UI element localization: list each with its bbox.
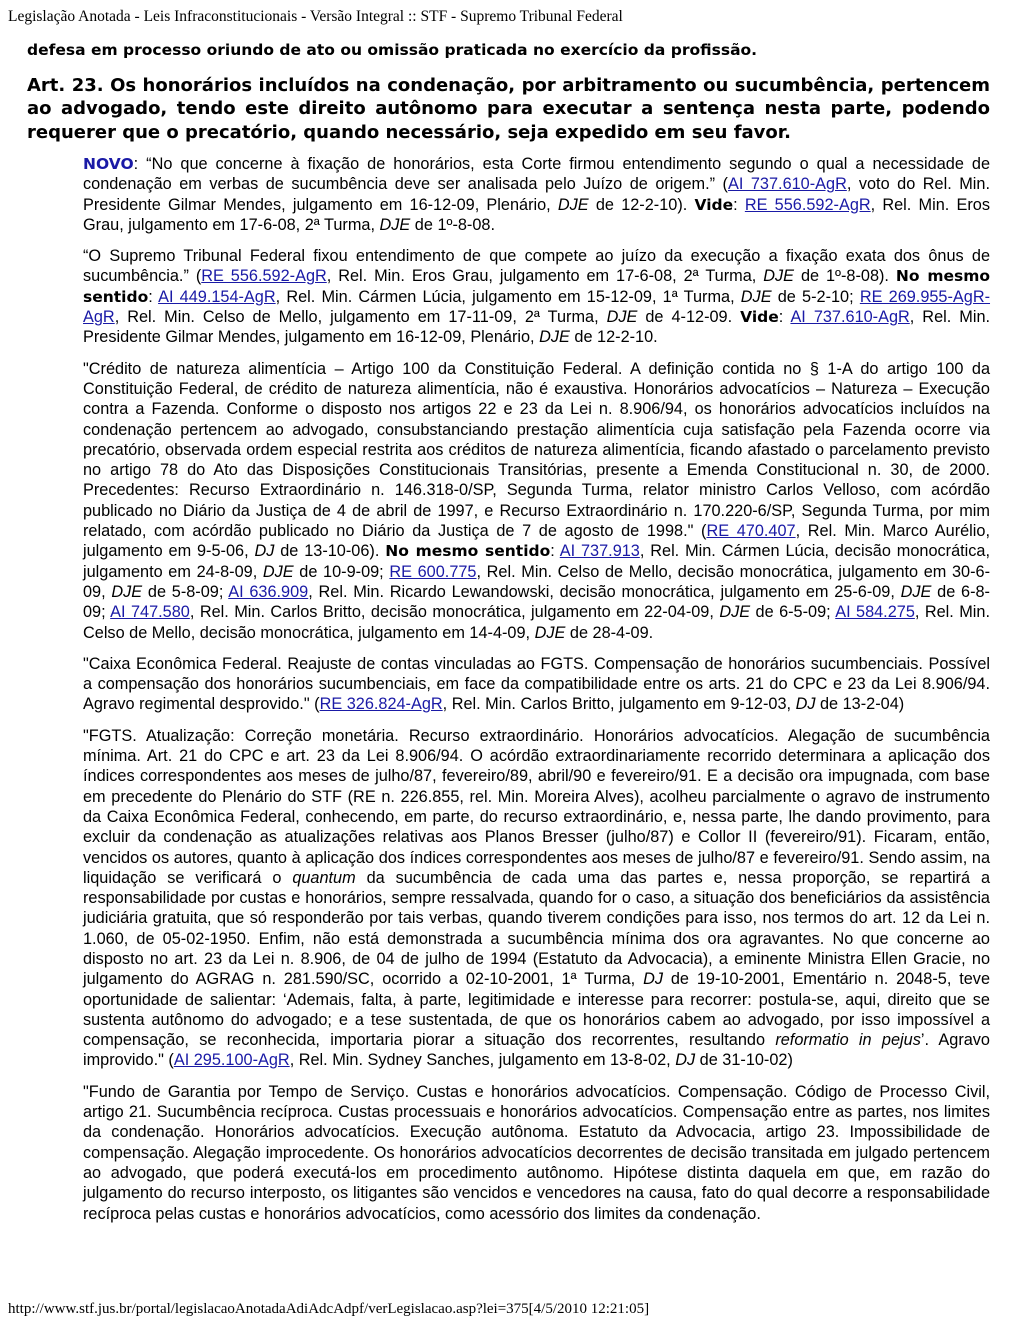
article-23-label: Art. 23. [27, 75, 104, 96]
article-23-text: Os honorários incluídos na condenação, por arbitramento ou sucumbência, pertencem ao advogado, tendo este direito autônomo para executar a sentença nesta parte, podendo requerer que o precatório, quando necessário, seja expedido em seu favor. [27, 75, 990, 143]
case-link[interactable]: AI 449.154-AgR [158, 287, 276, 306]
note-3: "Crédito de natureza alimentícia – Artigo 100 da Constituição Federal. A definição contida no § 1-A do artigo 100 da Constituição Federal, de crédito de natureza alimentícia, não é exaustiva. Honorários advocatícios – Natureza – Execução contra a Fazenda. Conforme o disposto nos artigos 22 e 23 da Lei n. 8.906/94, os honorários advocatícios incluídos na condenação pertencem ao advogado, consubstanciando prestação alimentícia cuja satisfação pela Fazenda ocorre via precatório, observada ordem especial restrita aos créditos de natureza alimentícia, ficando afastado o parcelamento previsto no artigo 78 do Ato das Disposições Constitucionais Transitórias, presente a Emenda Constitucional n. 30, de 2000. Precedentes: Recurso Extraordinário n. 146.318-0/SP, Segunda Turma, relator ministro Carlos Velloso, com acórdão publicado no Diário da Justiça de 4 de abril de 1997, e Recurso Extraordinário n. 170.220-6/SP, Segunda Turma, por mim relatado, com acórdão publicado no Diário da Justiça de 7 de agosto de 1998." (RE 470.407, Rel. Min. Marco Aurélio, julgamento em 9-5-06, DJ de 13-10-06). No mesmo sentido: AI 737.913, Rel. Min. Cármen Lúcia, decisão monocrática, julgamento em 24-8-09, DJE de 10-9-09; RE 600.775, Rel. Min. Celso de Mello, decisão monocrática, julgamento em 30-6-09, DJE de 5-8-09; AI 636.909, Rel. Min. Ricardo Lewandowski, decisão monocrática, julgamento em 25-6-09, DJE de 6-8-09; AI 747.580, Rel. Min. Carlos Britto, decisão monocrática, julgamento em 22-04-09, DJE de 6-5-09; AI 584.275, Rel. Min. Celso de Mello, decisão monocrática, julgamento em 14-4-09, DJE de 28-4-09. [83, 359, 991, 642]
article-23 [27, 74, 990, 144]
case-link[interactable]: AI 737.610-AgR [727, 175, 847, 194]
vide-label: Vide [694, 195, 734, 214]
case-link[interactable]: RE 326.824-AgR [319, 695, 443, 714]
case-link[interactable]: AI 747.580 [110, 603, 190, 622]
case-link[interactable]: AI 636.909 [228, 582, 309, 601]
page-footer-url: http://www.stf.jus.br/portal/legislacaoAnotadaAdiAdcAdpf/verLegislacao.asp?lei=375[4/5/2010 12:21:05] [8, 1301, 650, 1317]
case-link[interactable]: RE 600.775 [389, 562, 477, 581]
note-6: "Fundo de Garantia por Tempo de Serviço. Custas e honorários advocatícios. Compensação. Código de Processo Civil, artigo 21. Sucumbência recíproca. Custas processuais e honorários advocatícios. Compensação entre as partes, nos limites da condenação. Honorários advocatícios. Execução autônoma. Estatuto da Advocacia, artigo 23. Impossibilidade de compensação. Alegação improcedente. Os honorários advocatícios decorrentes de decisão transitada em julgado pertencem ao advogado, que poderá executá-los em procedimento autônomo. Hipótese distinta daquela em que, em razão do julgamento do recurso interposto, os litigantes são vencidos e vencedores na causa, fato do qual decorre a responsabilidade recíproca pelas custas e honorários advocatícios, como acessório dos limites da condenação. [83, 1082, 990, 1223]
note-4: "Caixa Econômica Federal. Reajuste de contas vinculadas ao FGTS. Compensação de honorários sucumbenciais. Possível a compensação dos honorários sucumbenciais, em face da compatibilidade entre os arts. 21 do CPC e 23 da Lei 8.906/94. Agravo regimental desprovido." (RE 326.824-AgR, Rel. Min. Carlos Britto, julgamento em 9-12-03, DJ de 13-2-04) [83, 654, 990, 714]
case-link[interactable]: AI 295.100-AgR [173, 1051, 290, 1070]
case-link[interactable]: RE 556.592-AgR [201, 267, 327, 286]
no-mesmo-sentido-label: No mesmo sentido [83, 267, 991, 306]
page-header: Legislação Anotada - Leis Infraconstitucionais - Versão Integral :: STF - Supremo Tribunal Federal [8, 8, 623, 25]
case-link[interactable]: AI 584.275 [835, 603, 915, 622]
note-2: “O Supremo Tribunal Federal fixou entendimento de que compete ao juízo da execução a fixação exata dos ônus de sucumbência.” (RE 556.592-AgR, Rel. Min. Eros Grau, julgamento em 17-6-08, 2ª Turma, DJE de 1º-8-08). No mesmo sentido: AI 449.154-AgR, Rel. Min. Cármen Lúcia, julgamento em 15-12-09, 1ª Turma, DJE de 5-2-10; RE 269.955-AgR-AgR, Rel. Min. Celso de Mello, julgamento em 17-11-09, 2ª Turma, DJE de 4-12-09. Vide: AI 737.610-AgR, Rel. Min. Presidente Gilmar Mendes, julgamento em 16-12-09, Plenário, DJE de 12-2-10. [83, 247, 991, 347]
no-mesmo-sentido-label: No mesmo sentido [385, 542, 551, 561]
jurisprudence-notes [83, 154, 990, 1235]
note-5: "FGTS. Atualização: Correção monetária. Recurso extraordinário. Honorários advocatícios. Alegação de sucumbência mínima. Art. 21 do CPC e art. 23 da Lei 8.906/94. O acórdão extraordinariamente recorrido determinara a aplicação dos índices correspondentes aos meses de julho/87, fevereiro/89, abril/90 e fevereiro/91. E a decisão ora impugnada, com base em precedente do Plenário do STF (RE n. 226.855, rel. Min. Moreira Alves), acolheu parcialmente o agravo de instrumento da Caixa Econômica Federal, conhecendo, em parte, do recurso extraordinário, e, nessa parte, lhe dando provimento, para excluir da condenação as atualizações relativas aos Planos Bresser (julho/87) e Collor II (fevereiro/91). Ficaram, então, vencidos os autores, quanto à aplicação dos índices correspondentes aos meses de julho/87 e fevereiro/91. Sendo assim, na liquidação se verificará o quantum da sucumbência de cada uma das partes e, nessa proporção, se repartirá a responsabilidade por custas e honorários, sempre ressalvada, quando for o caso, a situação dos beneficiários da assistência judiciária gratuita, que só responderão por tais verbas, quando tiverem condições para isso, nos termos do art. 12 da Lei n. 1.060, de 05-02-1950. Enfim, não está demonstrada a sucumbência mínima dos ora agravantes. No que concerne ao disposto no art. 23 da Lei n. 8.906, de 04 de julho de 1994 (Estatuto da Advocacia), a eminente Ministra Ellen Gracie, no julgamento do AGRAG n. 281.590/SC, ocorrido a 02-10-2001, 1ª Turma, DJ de 19-10-2001, Ementário n. 2048-5, teve oportunidade de salientar: ‘Ademais, falta, à parte, legitimidade e interesse para recorrer: postula-se, aqui, direito que se sustenta autônomo do advogado; e a tese sustentada, de que os honorários cabem ao advogado, por isso impossível a compensação, se reconhecida, importaria piorar a situação dos recorrentes, resultando reformatio in pejus’. Agravo improvido." (AI 295.100-AgR, Rel. Min. Sydney Sanches, julgamento em 13-8-02, DJ de 31-10-02) [83, 726, 991, 1070]
case-link[interactable]: RE 556.592-AgR [744, 195, 871, 214]
case-link[interactable]: AI 737.913 [559, 542, 640, 561]
case-link[interactable]: RE 269.955-AgR-AgR [83, 287, 991, 327]
note-1: NOVO: “No que concerne à fixação de honorários, esta Corte firmou entendimento segundo o qual a necessidade de condenação em verbas de sucumbência deve ser analisada pelo Juízo de origem.” (AI 737.610-AgR, voto do Rel. Min. Presidente Gilmar Mendes, julgamento em 16-12-09, Plenário, DJE de 12-2-10). Vide: RE 556.592-AgR, Rel. Min. Eros Grau, julgamento em 17-6-08, 2ª Turma, DJE de 1º-8-08. [83, 155, 990, 234]
article-22-continuation: defesa em processo oriundo de ato ou omissão praticada no exercício da profissão. [27, 41, 758, 59]
case-link[interactable]: AI 737.610-AgR [790, 308, 910, 327]
novo-label: NOVO [83, 155, 134, 173]
case-link[interactable]: RE 470.407 [706, 522, 796, 541]
vide-label: Vide [740, 308, 779, 327]
